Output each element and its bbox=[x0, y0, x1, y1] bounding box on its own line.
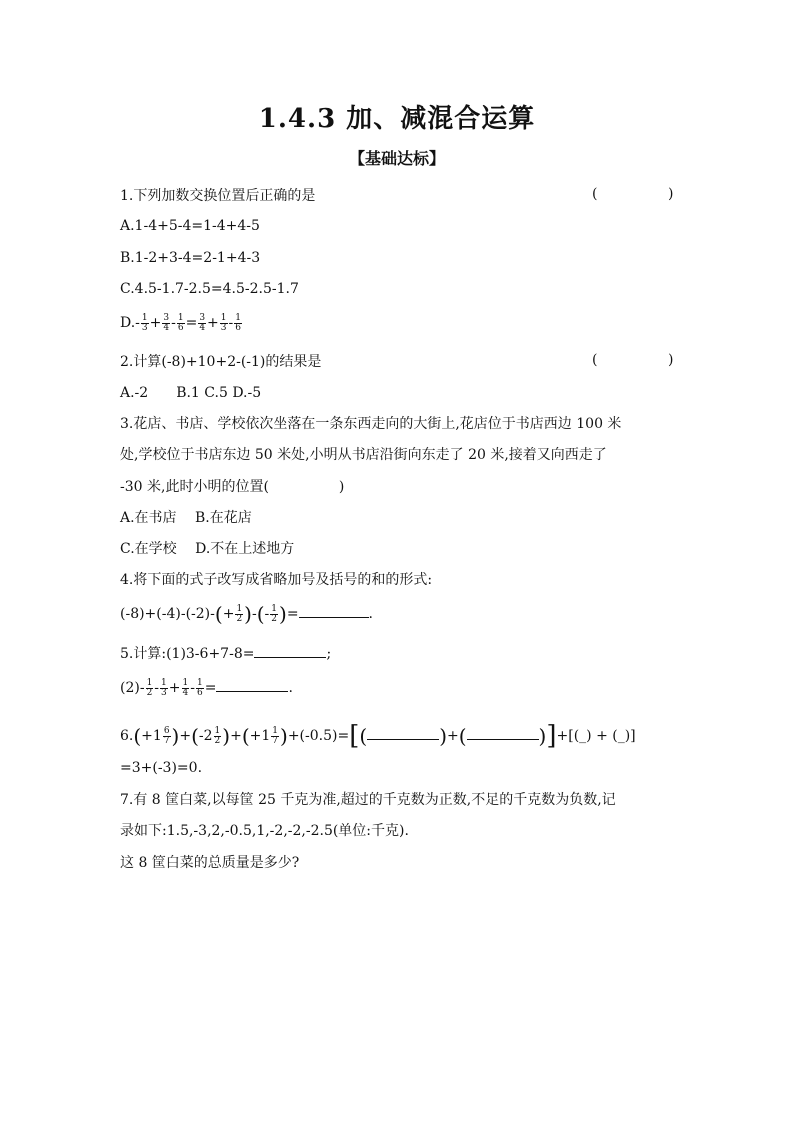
sign: -2 bbox=[198, 728, 213, 744]
q7-line-1: 7.有 8 筐白菜,以每筐 25 千克为准,超过的千克数为正数,不足的千克数为负数,记 bbox=[120, 792, 616, 808]
paren: ) bbox=[171, 724, 180, 748]
answer-blank[interactable] bbox=[467, 725, 539, 740]
q5-line1-end: ; bbox=[326, 646, 332, 662]
paren: ( bbox=[458, 724, 467, 748]
fraction: $\frac{1}{3}$ bbox=[141, 312, 148, 333]
operator: - bbox=[228, 315, 234, 331]
paren: ( bbox=[256, 602, 265, 626]
q3-line-3 bbox=[120, 477, 344, 497]
q7-line-3: 这 8 筐白菜的总质量是多少? bbox=[120, 855, 300, 871]
operator: + bbox=[168, 680, 181, 696]
q1-d-prefix: D.- bbox=[120, 315, 140, 331]
q4-expr-prefix: (-8)+(-4)-(-2)- bbox=[120, 606, 215, 622]
q1-stem: 1.下列加数交换位置后正确的是 bbox=[120, 188, 316, 204]
fraction: $\frac{3}{4}$ bbox=[163, 312, 170, 333]
operator: = bbox=[185, 315, 198, 331]
q5-line-1 bbox=[120, 643, 331, 664]
fraction: $\frac{1}{2}$ bbox=[146, 677, 153, 698]
paren: ) bbox=[280, 724, 288, 748]
fraction: $\frac{1}{3}$ bbox=[220, 312, 227, 333]
fraction: $\frac{1}{2}$ bbox=[214, 725, 221, 746]
q2-answer-paren-close: ) bbox=[668, 352, 674, 368]
operator: + bbox=[447, 728, 459, 744]
q3-options-ab: A.在书店 B.在花店 bbox=[120, 510, 252, 526]
answer-blank[interactable] bbox=[254, 643, 326, 658]
paren: ( bbox=[133, 724, 142, 748]
fraction: $\frac{6}{7}$ bbox=[163, 725, 170, 746]
paren: ) bbox=[538, 724, 547, 748]
operator: + bbox=[149, 315, 162, 331]
fraction: $\frac{1}{7}$ bbox=[272, 725, 279, 746]
fraction: $\frac{1}{6}$ bbox=[177, 312, 184, 333]
paren: ) bbox=[439, 724, 447, 748]
q3-line-2: 处,学校位于书店东边 50 米处,小明从书店沿街向东走了 20 米,接着又向西走了 bbox=[120, 447, 607, 463]
bracket: [ bbox=[349, 721, 360, 751]
fraction: $\frac{1}{2}$ bbox=[236, 603, 243, 624]
q3-line-3-text: -30 米,此时小明的位置( bbox=[120, 479, 269, 495]
q5-part-1: 5.计算:(1)3-6+7-8= bbox=[120, 646, 255, 662]
sign: + bbox=[222, 606, 235, 622]
q5-line-2 bbox=[120, 677, 293, 698]
q6-prefix: 6. bbox=[120, 728, 134, 744]
q1-option-a: A.1-4+5-4=1-4+4-5 bbox=[120, 218, 260, 234]
paren: ) bbox=[222, 724, 231, 748]
fraction: $\frac{1}{6}$ bbox=[235, 312, 241, 333]
q4-stem: 4.将下面的式子改写成省略加号及括号的和的形式: bbox=[120, 572, 433, 588]
sign: +1 bbox=[141, 728, 162, 744]
q6-tail: +[(_) + (_)] bbox=[556, 728, 636, 744]
page-title: 1.4.3 加、减混合运算 bbox=[258, 104, 536, 134]
paren: ( bbox=[214, 602, 223, 626]
q3-options-cd: C.在学校 D.不在上述地方 bbox=[120, 541, 295, 557]
answer-blank[interactable] bbox=[216, 677, 288, 692]
paren: ( bbox=[359, 724, 368, 748]
q1-option-b: B.1-2+3-4=2-1+4-3 bbox=[120, 250, 261, 266]
fraction: $\frac{1}{6}$ bbox=[196, 677, 203, 698]
fraction: $\frac{3}{4}$ bbox=[199, 312, 206, 333]
operator: - bbox=[171, 315, 176, 331]
q1-answer-paren-close: ) bbox=[668, 186, 674, 202]
operator: = bbox=[204, 680, 217, 696]
q7-line-2: 录如下:1.5,-3,2,-0.5,1,-2,-2,-2.5(单位:千克). bbox=[120, 823, 409, 839]
operator: + bbox=[230, 728, 242, 744]
fraction: $\frac{1}{3}$ bbox=[161, 677, 167, 698]
q1-answer-paren-open: ( bbox=[592, 186, 598, 202]
q1-option-d bbox=[120, 313, 243, 333]
q5-l2-prefix: (2)- bbox=[120, 680, 145, 696]
q2-answer-paren-open: ( bbox=[592, 352, 598, 368]
operator: - bbox=[154, 680, 160, 696]
operator: - bbox=[251, 606, 257, 622]
fraction: $\frac{1}{4}$ bbox=[182, 677, 189, 698]
paren: ) bbox=[279, 602, 287, 626]
sign: +1 bbox=[249, 728, 271, 744]
paren: ) bbox=[244, 602, 252, 626]
fraction: $\frac{1}{2}$ bbox=[271, 603, 277, 624]
q2-options: A.-2 B.1 C.5 D.-5 bbox=[120, 385, 262, 401]
operator: + bbox=[179, 728, 192, 744]
q4-expression bbox=[120, 603, 373, 624]
answer-blank[interactable] bbox=[299, 603, 369, 618]
q3-answer-paren-close: ) bbox=[338, 479, 345, 495]
operator: - bbox=[190, 680, 195, 696]
q6-line-1 bbox=[120, 721, 636, 751]
paren: ( bbox=[241, 724, 250, 748]
paren: ( bbox=[191, 724, 199, 748]
q2-stem: 2.计算(-8)+10+2-(-1)的结果是 bbox=[120, 354, 322, 370]
bracket: ] bbox=[546, 721, 557, 751]
section-title: 【基础达标】 bbox=[348, 149, 445, 168]
q5-end: . bbox=[288, 680, 293, 696]
answer-blank[interactable] bbox=[367, 725, 439, 740]
q6-term-4: +(-0.5)= bbox=[287, 728, 350, 744]
q1-option-c: C.4.5-1.7-2.5=4.5-2.5-1.7 bbox=[120, 281, 299, 297]
operator: = bbox=[286, 606, 299, 622]
operator: + bbox=[207, 315, 219, 331]
q3-line-1: 3.花店、书店、学校依次坐落在一条东西走向的大街上,花店位于书店西边 100 米 bbox=[120, 416, 622, 432]
q6-line-2: =3+(-3)=0. bbox=[120, 760, 203, 776]
q4-end: . bbox=[368, 606, 373, 622]
sign: - bbox=[264, 606, 270, 622]
